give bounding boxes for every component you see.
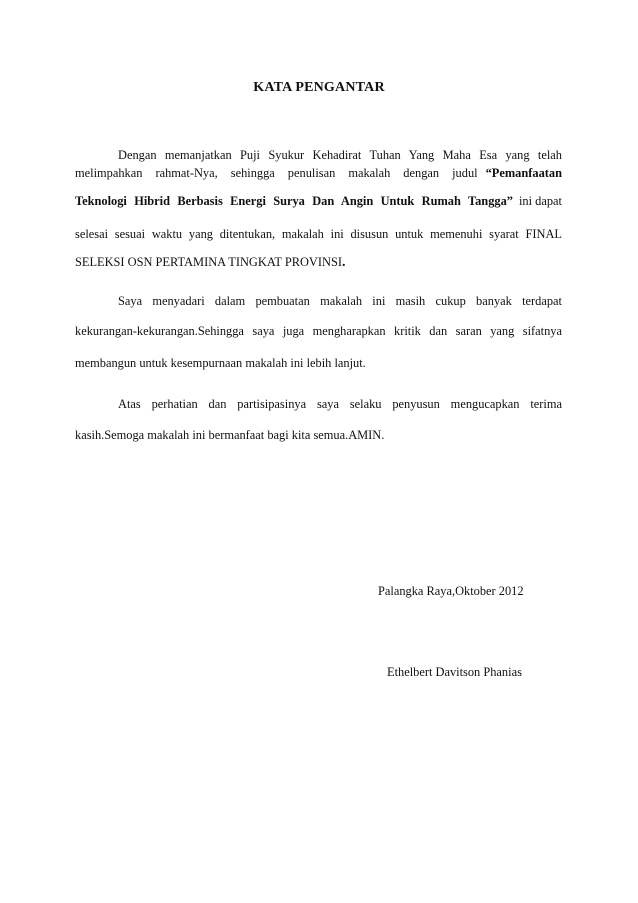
paragraph-1-line-3-text: ini dapat	[518, 194, 562, 208]
paragraph-1-line-2	[75, 165, 562, 181]
page-title: KATA PENGANTAR	[253, 80, 385, 95]
paragraph-1-line-3	[75, 193, 562, 209]
paragraph-1-line-5-period: .	[341, 255, 346, 270]
paragraph-1-line-2-text: melimpahkan rahmat-Nya, sehingga penulisan makalah dengan judul	[75, 166, 478, 180]
paragraph-2-line-1: Saya menyadari dalam pembuatan makalah ini masih cukup banyak terdapat	[118, 294, 562, 308]
author-name: Ethelbert Davitson Phanias	[387, 665, 522, 679]
paragraph-2-line-3: membangun untuk kesempurnaan makalah ini lebih lanjut.	[75, 356, 366, 370]
paragraph-1-line-3-title: Teknologi Hibrid Berbasis Energi Surya Dan Angin Untuk Rumah Tangga”	[75, 194, 513, 208]
paragraph-1-line-5-text: SELEKSI OSN PERTAMINA TINGKAT PROVINSI	[75, 255, 342, 269]
paragraph-2-line-2: kekurangan-kekurangan.Sehingga saya juga mengharapkan kritik dan saran yang sifatnya	[75, 324, 562, 338]
paragraph-1-line-1: Dengan memanjatkan Puji Syukur Kehadirat Tuhan Yang Maha Esa yang telah	[118, 148, 562, 162]
place-date: Palangka Raya,Oktober 2012	[378, 584, 524, 598]
paragraph-3-line-2: kasih.Semoga makalah ini bermanfaat bagi kita semua.AMIN.	[75, 428, 385, 442]
paragraph-3-line-1: Atas perhatian dan partisipasinya saya selaku penyusun mengucapkan terima	[118, 397, 562, 411]
paragraph-1-line-2-title-start: “Pemanfaatan	[485, 166, 562, 180]
paragraph-1-line-4: selesai sesuai waktu yang ditentukan, makalah ini disusun untuk memenuhi syarat FINAL	[75, 227, 562, 241]
paragraph-1-line-5	[75, 254, 562, 271]
